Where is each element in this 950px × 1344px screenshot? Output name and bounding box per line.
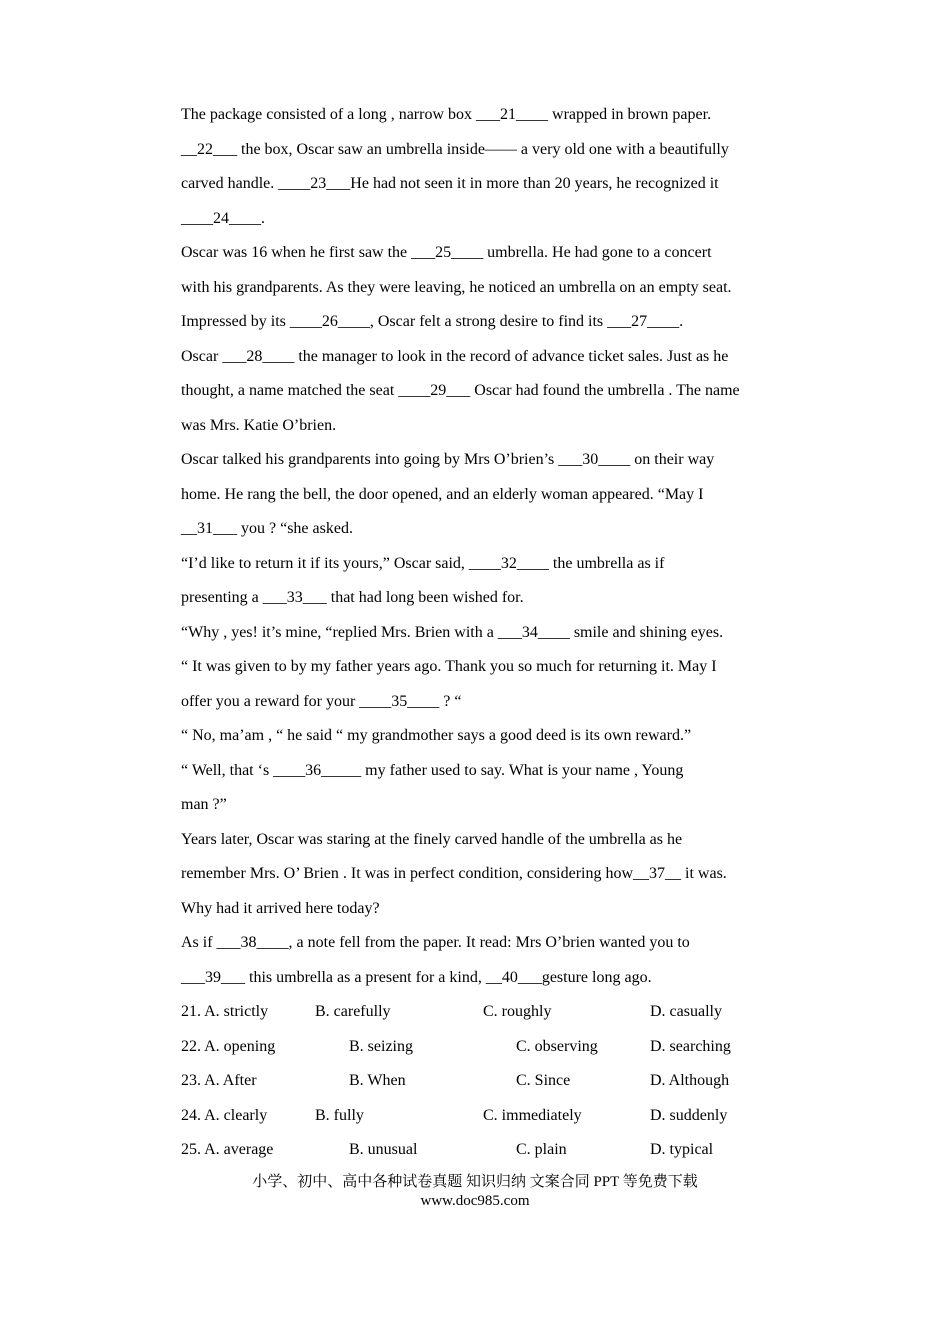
option-c: C. Since bbox=[516, 1072, 571, 1089]
passage-line: Impressed by its ____26____, Oscar felt a strong desire to find its ___27____. bbox=[181, 313, 684, 330]
passage-line: “I’d like to return it if its yours,” Oscar said, ____32____ the umbrella as if bbox=[181, 554, 665, 572]
option-d: D. searching bbox=[650, 1037, 731, 1055]
passage-line: __31___ you ? “she asked. bbox=[181, 520, 353, 537]
question-row bbox=[181, 1099, 801, 1134]
passage-line: carved handle. ____23___He had not seen it in more than 20 years, he recognized it bbox=[181, 175, 719, 192]
option-d: D. casually bbox=[650, 1003, 722, 1020]
option-c: C. roughly bbox=[483, 1003, 552, 1020]
option-a: 21. A. strictly bbox=[181, 1003, 269, 1020]
passage-line: “ No, ma’am , “ he said “ my grandmother says a good deed is its own reward.” bbox=[181, 727, 692, 744]
passage-line: “ It was given to by my father years ago. Thank you so much for returning it. May I bbox=[181, 658, 717, 675]
passage-line: Why had it arrived here today? bbox=[181, 899, 380, 917]
option-b: B. carefully bbox=[315, 1003, 391, 1020]
passage-line: offer you a reward for your ____35____ ? “ bbox=[181, 692, 462, 710]
option-c: C. immediately bbox=[483, 1106, 582, 1124]
option-b: B. fully bbox=[315, 1106, 364, 1124]
passage-line: Oscar ___28____ the manager to look in the record of advance ticket sales. Just as he bbox=[181, 347, 729, 365]
passage-line: __22___ the box, Oscar saw an umbrella inside—— a very old one with a beautifully bbox=[181, 140, 729, 158]
option-b: B. unusual bbox=[349, 1141, 418, 1158]
passage-line: with his grandparents. As they were leaving, he noticed an umbrella on an empty seat. bbox=[181, 278, 732, 296]
passage-line: Years later, Oscar was staring at the finely carved handle of the umbrella as he bbox=[181, 830, 683, 848]
passage-line: presenting a ___33___ that had long been wished for. bbox=[181, 589, 524, 606]
passage-line: thought, a name matched the seat ____29___ Oscar had found the umbrella . The name bbox=[181, 382, 740, 399]
cloze-passage bbox=[181, 98, 781, 995]
question-row bbox=[181, 1064, 801, 1099]
option-b: B. When bbox=[349, 1072, 406, 1089]
passage-line: As if ___38____, a note fell from the paper. It read: Mrs O’brien wanted you to bbox=[181, 934, 690, 951]
footer-url[interactable]: www.doc985.com bbox=[420, 1193, 530, 1209]
option-d: D. typical bbox=[650, 1141, 714, 1158]
option-c: C. plain bbox=[516, 1141, 567, 1158]
option-a: 22. A. opening bbox=[181, 1037, 276, 1055]
option-d: D. Although bbox=[650, 1072, 730, 1089]
footer-text: 小学、初中、高中各种试卷真题 知识归纳 文案合同 PPT 等免费下载 bbox=[252, 1174, 698, 1190]
option-b: B. seizing bbox=[349, 1037, 413, 1055]
passage-line: remember Mrs. O’ Brien . It was in perfect condition, considering how__37__ it was. bbox=[181, 865, 727, 882]
option-d: D. suddenly bbox=[650, 1106, 728, 1124]
option-a: 24. A. clearly bbox=[181, 1106, 268, 1124]
option-c: C. observing bbox=[516, 1037, 598, 1055]
passage-line: Oscar was 16 when he first saw the ___25____ umbrella. He had gone to a concert bbox=[181, 244, 712, 261]
passage-line: man ?” bbox=[181, 796, 227, 813]
passage-line: was Mrs. Katie O’brien. bbox=[181, 416, 337, 434]
question-row bbox=[181, 995, 801, 1030]
passage-line: ____24____. bbox=[181, 209, 265, 227]
passage-line: Oscar talked his grandparents into going by Mrs O’brien’s ___30____ on their way bbox=[181, 451, 715, 468]
passage-line: “Why , yes! it’s mine, “replied Mrs. Brien with a ___34____ smile and shining eyes. bbox=[181, 623, 724, 641]
option-a: 25. A. average bbox=[181, 1141, 274, 1158]
option-a: 23. A. After bbox=[181, 1072, 257, 1089]
question-row bbox=[181, 1030, 801, 1065]
passage-line: ___39___ this umbrella as a present for a kind, __40___gesture long ago. bbox=[181, 968, 652, 986]
passage-line: The package consisted of a long , narrow box ___21____ wrapped in brown paper. bbox=[181, 106, 712, 123]
answer-options bbox=[181, 995, 801, 1168]
passage-line: home. He rang the bell, the door opened, and an elderly woman appeared. “May I bbox=[181, 485, 704, 503]
passage-line: “ Well, that ‘s ____36_____ my father used to say. What is your name , Young bbox=[181, 761, 684, 779]
question-row bbox=[181, 1133, 801, 1168]
